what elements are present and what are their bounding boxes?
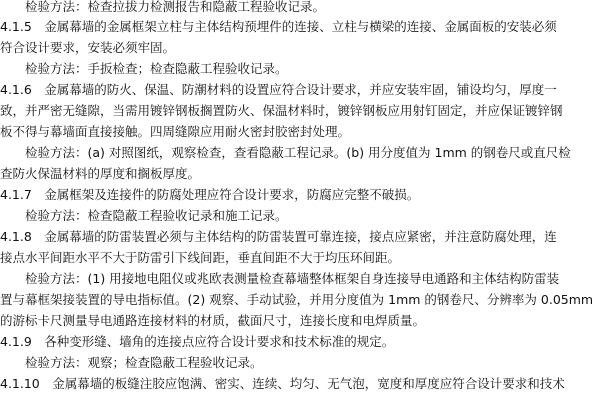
text-line-07: 板不得与幕墙面直接接触。四周缝隙应用耐火密封胶密封处理。 xyxy=(0,124,351,139)
text-line-11: 检验方法：检查隐蔽工程验收记录和施工记录。 xyxy=(0,208,288,223)
text-line-02: 4.1.5 金属幕墙的金属框架立柱与主体结构预埋件的连接、立柱与横梁的连接、金属面板的安装必须 xyxy=(0,19,557,34)
text-line-12: 4.1.8 金属幕墙的防雷装置必须与主体结构的防雷装置可靠连接，接点应紧密，并注意防腐处理，连 xyxy=(0,229,557,244)
text-line-06: 致，并严密无缝隙，当需用镀锌钢板搁置防火、保温材料时，镀锌钢板应用射钉固定，并应保证镀锌钢 xyxy=(0,103,563,118)
text-line-18: 检验方法：观察；检查隐蔽工程验收记录。 xyxy=(0,355,263,370)
text-line-01: 检验方法：检查拉拔力检测报告和隐蔽工程验收记录。 xyxy=(0,0,326,14)
text-line-13: 接点水平间距水平不大于防雷引下线间距，垂直间距不大于均压环间距。 xyxy=(0,250,401,265)
text-line-03: 符合设计要求，安装必须牢固。 xyxy=(0,40,176,55)
text-line-08: 检验方法：(a) 对照图纸，观察检查，查看隐蔽工程记录。(b) 用分度值为 1mm 的钢卷尺或直尺检 xyxy=(0,145,571,160)
text-line-04: 检验方法：手扳检查；检查隐蔽工程验收记录。 xyxy=(0,61,288,76)
text-line-17: 4.1.9 各种变形缝、墙角的连接点应符合设计要求和技术标准的规定。 xyxy=(0,334,395,349)
text-line-14: 检验方法：(1) 用接地电阻仪或兆欧表测量检查幕墙整体框架自身连接导电通路和主体结构防雷装 xyxy=(0,271,560,286)
text-line-10: 4.1.7 金属框架及连接件的防腐处理应符合设计要求，防腐应完整不破损。 xyxy=(0,187,420,202)
text-line-16: 的游标卡尺测量导电通路连接材料的材质，截面尺寸，连接长度和电焊质量。 xyxy=(0,313,426,328)
text-line-19: 4.1.10 金属幕墙的板缝注胶应饱满、密实、连续、均匀、无气泡，宽度和厚度应符合设计要求和技术 xyxy=(0,376,565,391)
text-line-09: 查防火保温材料的厚度和搁板厚度。 xyxy=(0,166,201,181)
text-line-15: 置与幕框架接装置的导电指标值。(2) 观察、手动试验，并用分度值为 1mm 的钢卷尺、分辨率为 0.05mm xyxy=(0,292,594,307)
text-line-05: 4.1.6 金属幕墙的防火、保温、防潮材料的设置应符合设计要求，并应安装牢固，铺设均匀，厚度一 xyxy=(0,82,557,97)
